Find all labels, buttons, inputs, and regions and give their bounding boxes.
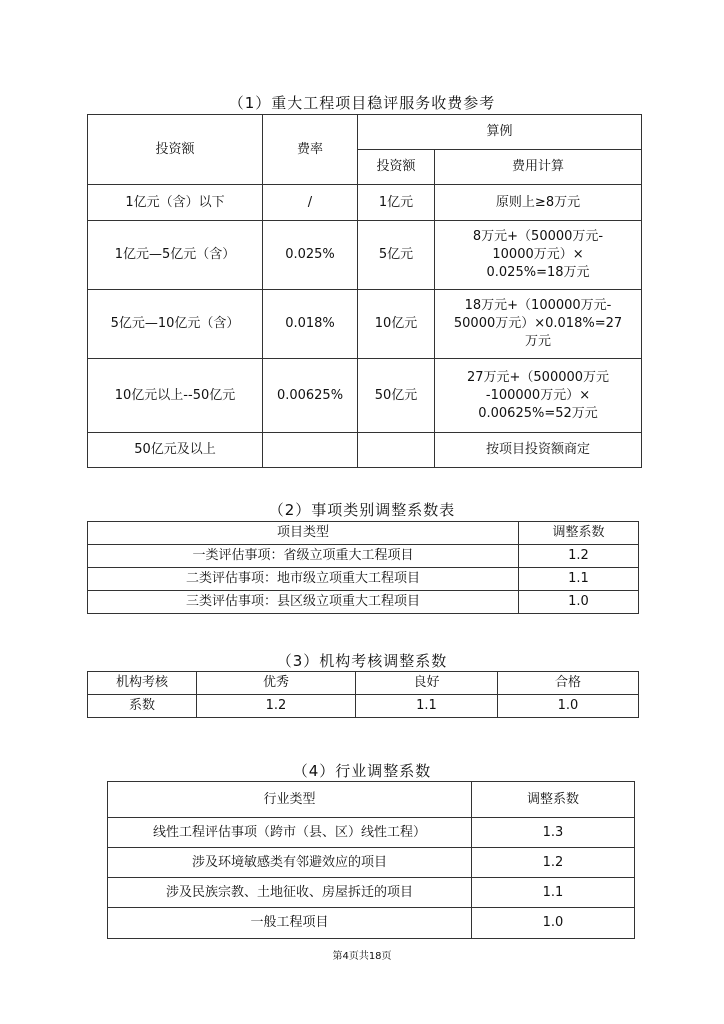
pass-cell: 1.0 (498, 695, 639, 718)
type-cell: 线性工程评估事项（跨市（县、区）线性工程） (108, 818, 472, 848)
rate-cell (263, 433, 358, 468)
calc-line: 8万元+（50000万元- (472, 229, 604, 244)
good-cell: 1.1 (356, 695, 498, 718)
fee-reference-table (87, 114, 642, 468)
calc-line: 万元 (525, 334, 552, 349)
table-row (88, 359, 642, 433)
calc-cell (435, 221, 642, 290)
rate-cell: 0.018% (263, 290, 358, 359)
calc-cell (435, 290, 642, 359)
rate-cell: / (263, 185, 358, 221)
range-cell: 1亿元—5亿元（含） (88, 221, 263, 290)
table-row (88, 545, 639, 568)
table-row (88, 185, 642, 221)
coef-cell: 1.3 (472, 818, 635, 848)
calc-line: 按项目投资额商定 (486, 442, 591, 457)
header-project-type: 项目类型 (88, 522, 519, 545)
coef-cell: 1.0 (472, 908, 635, 939)
rate-cell: 0.00625% (263, 359, 358, 433)
calc-cell (435, 359, 642, 433)
calc-line: 0.025%=18万元 (486, 265, 590, 280)
table-row (88, 568, 639, 591)
coef-cell: 1.2 (519, 545, 639, 568)
table1-caption: （1）重大工程项目稳评服务收费参考 (228, 94, 496, 112)
coef-cell: 1.2 (472, 848, 635, 878)
header-good: 良好 (356, 672, 498, 695)
coef-cell: 1.1 (519, 568, 639, 591)
header-excellent: 优秀 (197, 672, 356, 695)
header-institution-review: 机构考核 (88, 672, 197, 695)
table-row (88, 695, 639, 718)
header-coefficient: 调整系数 (472, 782, 635, 818)
table-row (108, 818, 635, 848)
header-rate: 费率 (263, 115, 358, 185)
header-coefficient: 调整系数 (519, 522, 639, 545)
category-coefficient-table (87, 521, 639, 614)
range-cell: 50亿元及以上 (88, 433, 263, 468)
table2-caption: （2）事项类别调整系数表 (268, 501, 456, 519)
example-amount-cell (358, 433, 435, 468)
header-industry-type: 行业类型 (108, 782, 472, 818)
calc-line: 0.00625%=52万元 (478, 405, 598, 421)
table-row (88, 433, 642, 468)
type-cell: 涉及环境敏感类有邻避效应的项目 (108, 848, 472, 878)
table-row (88, 221, 642, 290)
example-amount-cell: 50亿元 (358, 359, 435, 433)
table-row (88, 290, 642, 359)
institution-coefficient-table (87, 671, 639, 718)
header-example: 算例 (358, 115, 642, 150)
range-cell: 10亿元以上--50亿元 (88, 359, 263, 433)
example-amount-cell: 1亿元 (358, 185, 435, 221)
industry-coefficient-table (107, 781, 635, 939)
table-row (88, 591, 639, 614)
coef-cell: 1.0 (519, 591, 639, 614)
header-example-investment: 投资额 (358, 150, 435, 185)
coef-cell: 1.1 (472, 878, 635, 908)
table-row (108, 848, 635, 878)
calc-line: 27万元+（500000万元 (466, 369, 610, 385)
table4-caption: （4）行业调整系数 (292, 762, 432, 780)
calc-line: 原则上≥8万元 (495, 194, 581, 210)
calc-line: 10000万元）× (492, 247, 584, 262)
table3-caption: （3）机构考核调整系数 (276, 652, 448, 670)
type-cell: 涉及民族宗教、土地征收、房屋拆迁的项目 (108, 878, 472, 908)
type-cell: 二类评估事项：地市级立项重大工程项目 (88, 568, 519, 591)
table-row (108, 878, 635, 908)
range-cell: 1亿元（含）以下 (88, 185, 263, 221)
header-fee-calc: 费用计算 (435, 150, 642, 185)
type-cell: 三类评估事项：县区级立项重大工程项目 (88, 591, 519, 614)
row-label-cell: 系数 (88, 695, 197, 718)
calc-line: 18万元+（100000万元- (464, 298, 612, 313)
header-investment: 投资额 (88, 115, 263, 185)
calc-line: -100000万元）× (485, 387, 591, 403)
page-number: 第4页共18页 (332, 951, 392, 962)
example-amount-cell: 10亿元 (358, 290, 435, 359)
calc-cell (435, 185, 642, 221)
header-pass: 合格 (498, 672, 639, 695)
excellent-cell: 1.2 (197, 695, 356, 718)
type-cell: 一般工程项目 (108, 908, 472, 939)
rate-cell: 0.025% (263, 221, 358, 290)
calc-cell (435, 433, 642, 468)
example-amount-cell: 5亿元 (358, 221, 435, 290)
table-row (108, 908, 635, 939)
calc-line: 50000万元）×0.018%=27 (453, 316, 623, 331)
type-cell: 一类评估事项：省级立项重大工程项目 (88, 545, 519, 568)
range-cell: 5亿元—10亿元（含） (88, 290, 263, 359)
